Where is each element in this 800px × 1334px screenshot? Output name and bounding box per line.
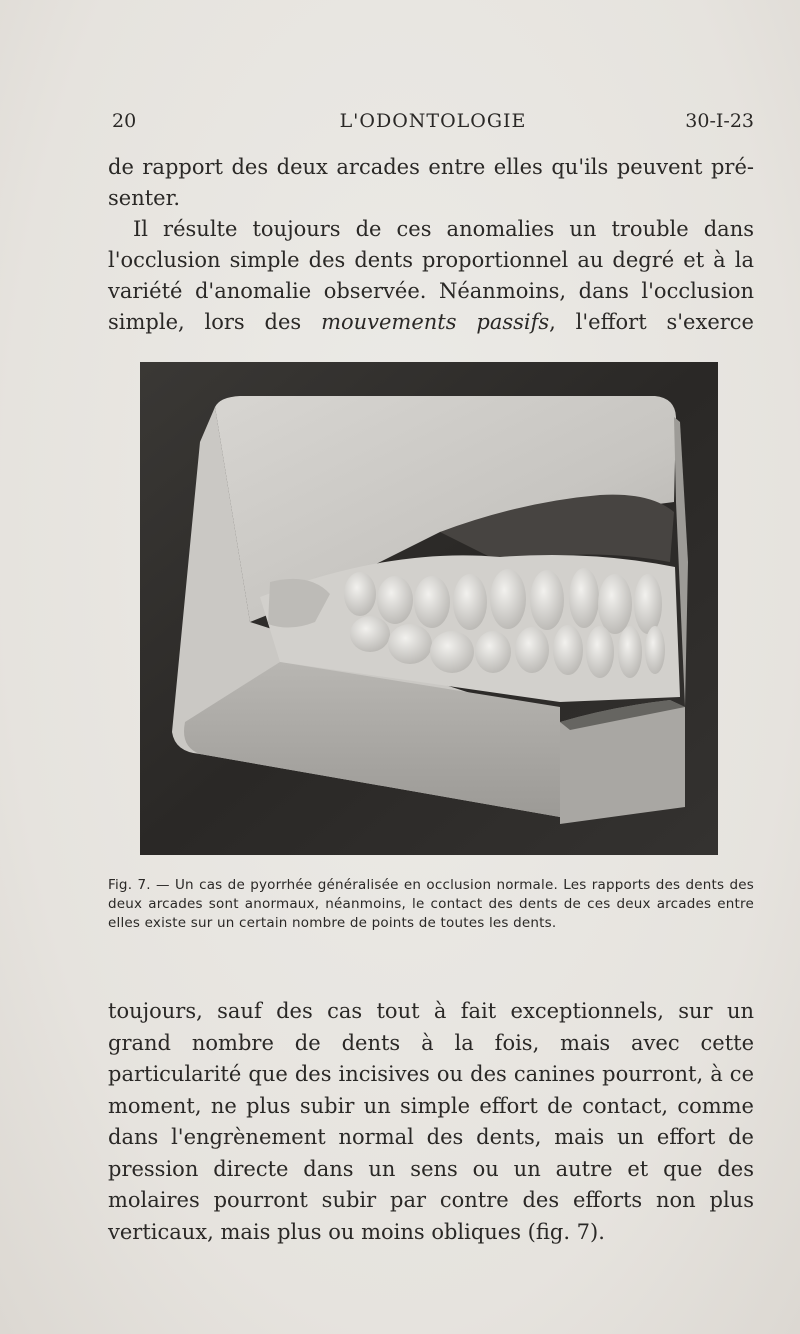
bottom-text xyxy=(108,996,754,1248)
running-title: L'ODONTOLOGIE xyxy=(339,110,527,132)
figure-caption: Fig. 7. — Un cas de pyorrhée généralisée en occlusion normale. Les rapports des dents des deux arcades sont anormaux, néanmoins, le contact des dents de ces deux arcades entre elles existe sur un certain nombre de points de toutes les dents. xyxy=(108,877,754,931)
page-number: 20 xyxy=(112,110,137,132)
top-text xyxy=(108,152,754,338)
bottom-paragraph: toujours, sauf des cas tout à fait exceptionnels, sur un grand nombre de dents à la fois, mais avec cette particularité que des incisives ou des canines pourront, à ce moment, ne plus subir un simple effort de contact, comme dans l'engrènement normal des dents, mais un effort de pression directe dans un sens ou un autre et que des molaires pourront subir par contre des efforts non plus verticaux, mais plus ou moins obliques (fig. 7). xyxy=(108,999,754,1244)
dental-cast-photo xyxy=(140,362,718,855)
running-header xyxy=(112,110,754,140)
italic-phrase: mouvements passifs xyxy=(321,310,550,334)
text-line-1: de rapport des deux arcades entre elles qu'ils peuvent pré- xyxy=(108,155,754,179)
paragraph-2-start: Il résulte toujours de ces anomalies un trouble dans l'occlusion simple des dents proportionnel au degré et à la variété d'anomalie observée. Néanmoins, dans l'occlusion simple, lors des xyxy=(108,217,754,334)
paragraph-2 xyxy=(108,214,754,338)
dental-cast-image xyxy=(140,362,718,855)
issue-date: 30-I-23 xyxy=(685,110,754,132)
text-line-2: senter. xyxy=(108,186,181,210)
paragraph-2-end: , l'effort s'exerce xyxy=(549,310,754,334)
